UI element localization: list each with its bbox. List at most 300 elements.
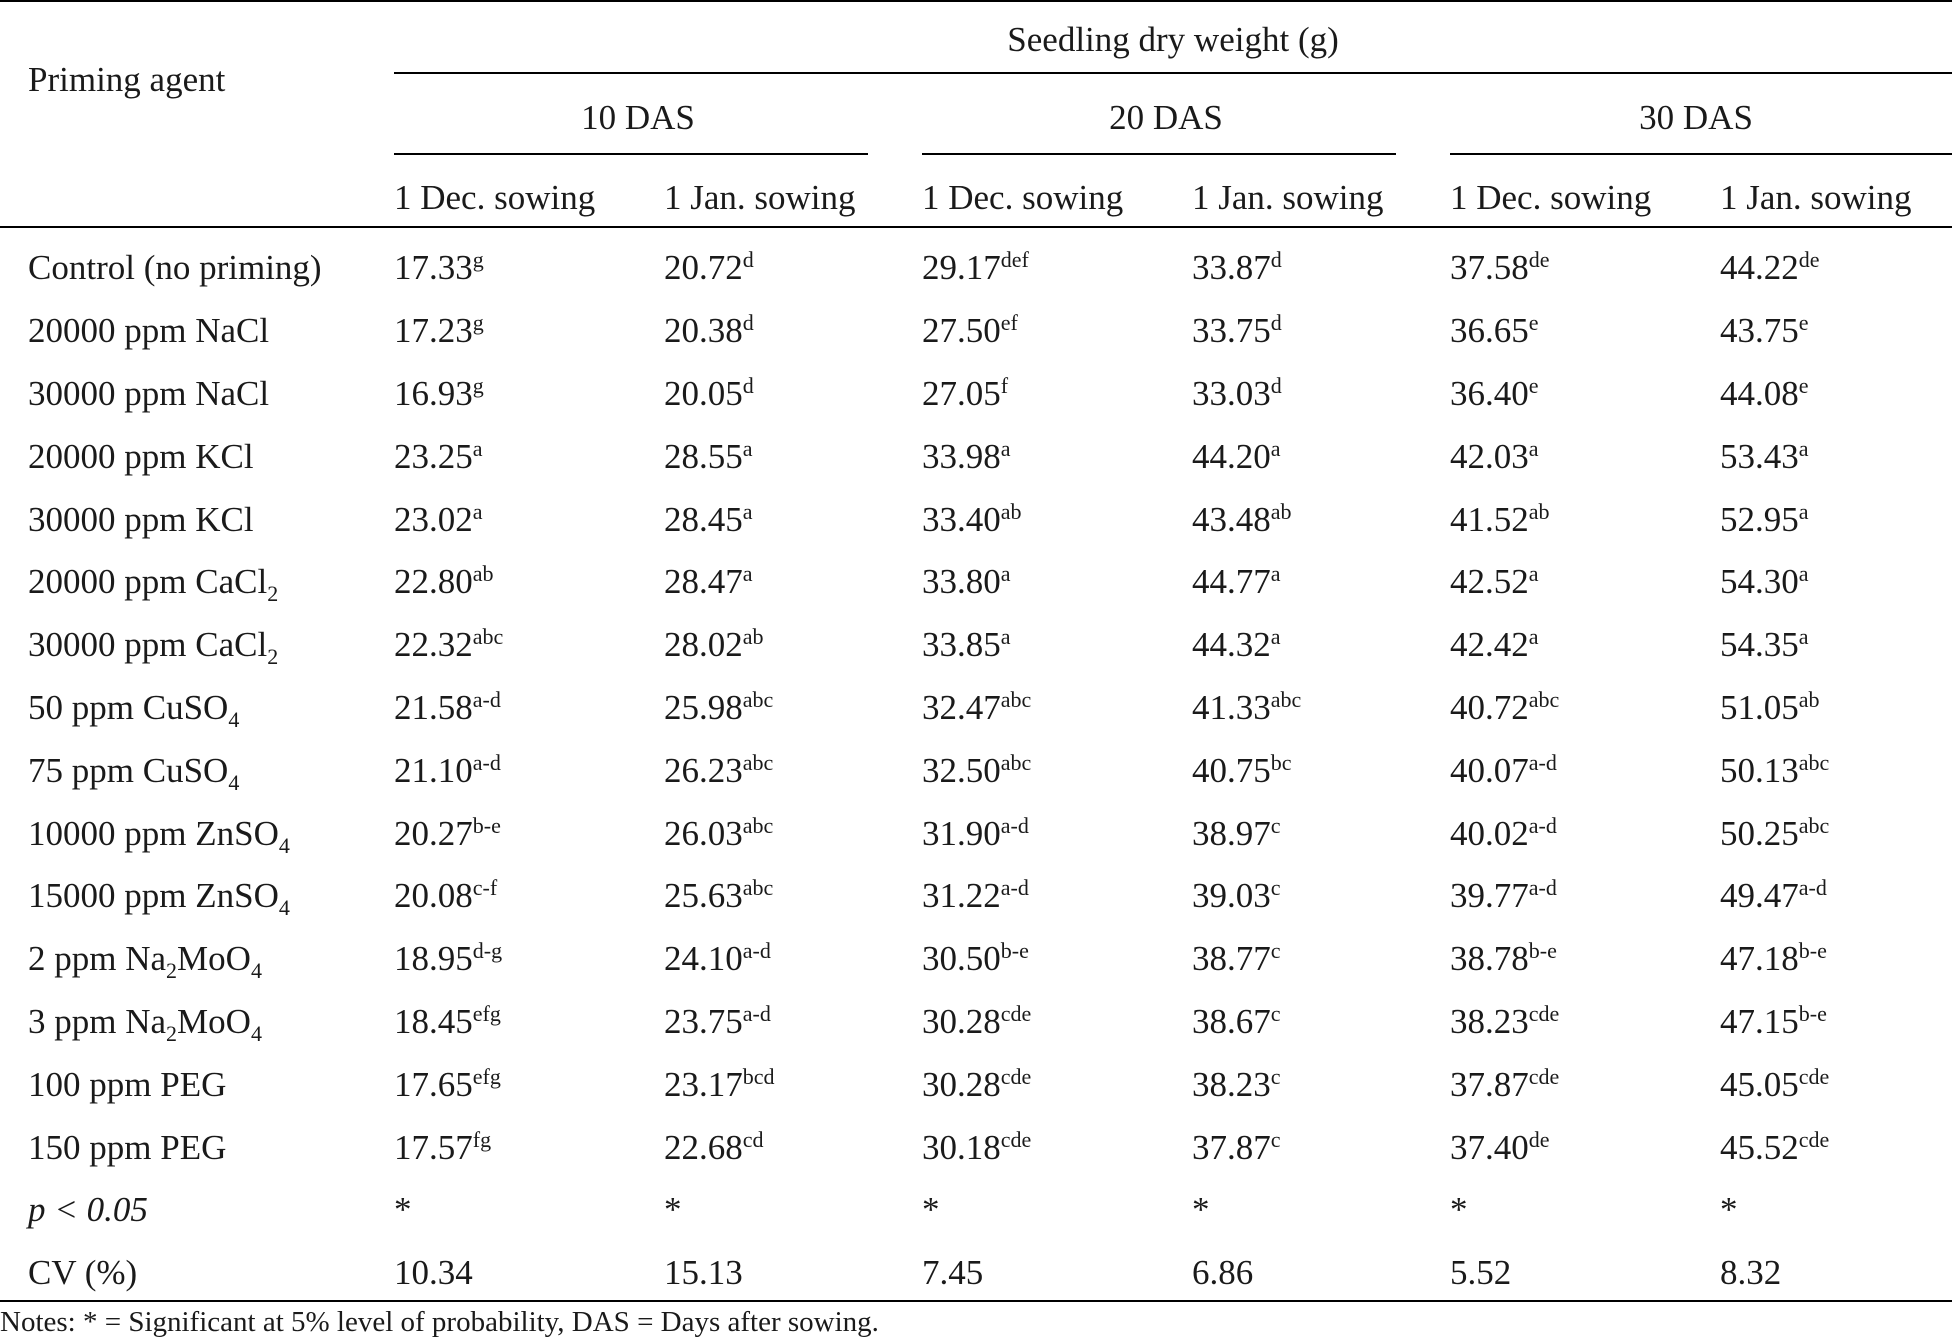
cell-value: 38.23 (1192, 1064, 1271, 1104)
row-label (0, 425, 394, 488)
table-cell (394, 551, 664, 614)
cell-significance-letters: g (472, 310, 484, 336)
cell-significance-letters: c (1270, 938, 1281, 964)
cell-significance-letters: a (1000, 435, 1011, 461)
table-cell (1192, 488, 1450, 551)
row-label-text: 20000 ppm NaCl (28, 311, 270, 351)
sub-header-cell: 1 Dec. sowing (1450, 177, 1652, 217)
cell-significance-letters: a (1798, 561, 1809, 587)
cell-value: 33.03 (1192, 373, 1271, 413)
table-row (0, 928, 1952, 991)
row-label (0, 551, 394, 614)
cell-significance-letters: d (1270, 372, 1282, 398)
table-cell (1450, 551, 1720, 614)
cell-significance-letters: a (742, 561, 753, 587)
table-cell (1192, 551, 1450, 614)
cell-value: 38.77 (1192, 939, 1271, 979)
cell-significance-letters: efg (472, 1000, 501, 1026)
cell-significance-letters: d (742, 310, 754, 336)
row-label (0, 363, 394, 426)
cell-value: 23.02 (394, 499, 473, 539)
cell-significance-letters: a-d (1528, 749, 1557, 775)
cell-value: 30.28 (922, 1064, 1001, 1104)
row-label (0, 488, 394, 551)
cell-significance-letters: d-g (472, 938, 503, 964)
cell-value: 36.65 (1450, 311, 1529, 351)
row-label (0, 1053, 394, 1116)
cell-significance-letters: abc (1000, 749, 1032, 775)
cv-cell: 6.86 (1192, 1253, 1254, 1293)
table-cell (922, 363, 1192, 426)
cv-row (0, 1242, 1952, 1305)
das-header-30: 30 DAS (1639, 98, 1753, 137)
table-cell (922, 237, 1192, 300)
cv-cell: 8.32 (1720, 1253, 1782, 1293)
header-bottom-rule (0, 226, 1952, 228)
table-cell (394, 614, 664, 677)
cell-value: 31.90 (922, 813, 1001, 853)
group-header-row (0, 2, 1952, 78)
cell-value: 28.47 (664, 562, 743, 602)
cell-value: 44.22 (1720, 248, 1799, 288)
table-cell (1450, 677, 1720, 740)
significance-cell: * (394, 1190, 412, 1230)
significance-cell: * (1720, 1190, 1738, 1230)
table-cell (1450, 300, 1720, 363)
cell-value: 26.23 (664, 750, 743, 790)
cell-value: 39.77 (1450, 876, 1529, 916)
cell-significance-letters: b-e (472, 812, 501, 838)
das-20-underline (922, 153, 1396, 155)
cell-value: 40.07 (1450, 750, 1529, 790)
cell-significance-letters: cde (1000, 1000, 1032, 1026)
row-label-text: 3 ppm Na (28, 1001, 167, 1041)
row-label (0, 802, 394, 865)
cell-value: 54.35 (1720, 625, 1799, 665)
cell-value: 33.85 (922, 625, 1001, 665)
table-cell (664, 928, 922, 991)
table-cell (922, 488, 1192, 551)
cell-significance-letters: a (472, 435, 483, 461)
table-cell (1720, 551, 1952, 614)
cell-significance-letters: ab (742, 624, 764, 650)
cell-significance-letters: c (1270, 875, 1281, 901)
row-label-subscript: 4 (278, 895, 290, 921)
table-cell (394, 991, 664, 1054)
cell-significance-letters: def (1000, 247, 1029, 273)
cell-significance-letters: a-d (1000, 875, 1029, 901)
cell-value: 18.45 (394, 1001, 473, 1041)
significance-label: p < 0.05 (28, 1190, 148, 1230)
table-cell (1720, 237, 1952, 300)
cell-significance-letters: a-d (742, 938, 771, 964)
cell-significance-letters: b-e (1798, 1000, 1827, 1026)
cell-value: 33.98 (922, 436, 1001, 476)
table-cell (664, 802, 922, 865)
cell-value: 40.72 (1450, 687, 1529, 727)
cell-value: 30.28 (922, 1001, 1001, 1041)
table-cell (1192, 425, 1450, 488)
table-cell (1720, 488, 1952, 551)
row-label (0, 677, 394, 740)
cell-value: 51.05 (1720, 687, 1799, 727)
cell-significance-letters: abc (1000, 686, 1032, 712)
cell-significance-letters: a (1000, 624, 1011, 650)
sub-header-cell: 1 Jan. sowing (1192, 177, 1384, 217)
table-row (0, 488, 1952, 551)
table-cell (1450, 865, 1720, 928)
table-cell (1450, 802, 1720, 865)
table-row (0, 865, 1952, 928)
row-label (0, 928, 394, 991)
table-cell (1720, 1116, 1952, 1179)
cell-significance-letters: cde (1000, 1126, 1032, 1152)
cell-value: 37.87 (1192, 1127, 1271, 1167)
row-label-subscript: 4 (250, 1020, 262, 1046)
table-cell (1192, 928, 1450, 991)
cell-value: 26.03 (664, 813, 743, 853)
cell-value: 32.47 (922, 687, 1001, 727)
table-row (0, 739, 1952, 802)
cell-value: 38.67 (1192, 1001, 1271, 1041)
table-row (0, 1116, 1952, 1179)
das-10-underline (394, 153, 868, 155)
cell-value: 37.40 (1450, 1127, 1529, 1167)
cell-value: 17.23 (394, 311, 473, 351)
cell-value: 44.77 (1192, 562, 1271, 602)
cell-significance-letters: ab (1270, 498, 1292, 524)
table-cell (922, 865, 1192, 928)
cell-significance-letters: cd (742, 1126, 764, 1152)
cell-significance-letters: a-d (472, 749, 501, 775)
cell-significance-letters: abc (742, 875, 774, 901)
row-label-subscript: 2 (166, 1020, 178, 1046)
cell-significance-letters: a-d (1528, 875, 1557, 901)
table-cell (394, 928, 664, 991)
table-cell (1450, 425, 1720, 488)
cell-significance-letters: a (1270, 624, 1281, 650)
table-row (0, 237, 1952, 300)
cell-value: 25.63 (664, 876, 743, 916)
cell-value: 42.52 (1450, 562, 1529, 602)
cell-significance-letters: a (1000, 561, 1011, 587)
cell-value: 50.25 (1720, 813, 1799, 853)
row-label-text: 2 ppm Na (28, 939, 167, 979)
table-cell (1720, 1053, 1952, 1116)
cell-significance-letters: abc (1528, 686, 1560, 712)
cell-value: 29.17 (922, 248, 1001, 288)
table-cell (1192, 1116, 1450, 1179)
significance-row (0, 1179, 1952, 1242)
row-label (0, 739, 394, 802)
cell-significance-letters: f (1000, 372, 1009, 398)
cell-significance-letters: abc (472, 624, 504, 650)
table-cell (394, 488, 664, 551)
table-cell (1450, 363, 1720, 426)
cell-significance-letters: a-d (1000, 812, 1029, 838)
table-cell (922, 614, 1192, 677)
cell-significance-letters: a (1798, 624, 1809, 650)
cell-value: 27.50 (922, 311, 1001, 351)
cell-significance-letters: a (472, 498, 483, 524)
cell-significance-letters: de (1528, 247, 1550, 273)
cell-significance-letters: e (1798, 310, 1809, 336)
cell-value: 28.02 (664, 625, 743, 665)
cell-value: 37.87 (1450, 1064, 1529, 1104)
table-cell (1192, 237, 1450, 300)
row-label-subscript: 2 (166, 958, 178, 984)
cell-value: 20.72 (664, 248, 743, 288)
table-cell (922, 739, 1192, 802)
table-cell (1720, 300, 1952, 363)
table-cell (1192, 991, 1450, 1054)
cell-value: 23.75 (664, 1001, 743, 1041)
cell-value: 20.38 (664, 311, 743, 351)
cell-value: 23.25 (394, 436, 473, 476)
seedling-dry-weight-table (0, 2, 1952, 1305)
table-cell (1720, 928, 1952, 991)
cell-significance-letters: a-d (472, 686, 501, 712)
row-label-text: 30000 ppm CaCl (28, 625, 268, 665)
cell-value: 53.43 (1720, 436, 1799, 476)
table-cell (1450, 1053, 1720, 1116)
table-cell (394, 363, 664, 426)
row-label (0, 1116, 394, 1179)
table-cell (664, 677, 922, 740)
table-cell (922, 928, 1192, 991)
cell-significance-letters: d (1270, 310, 1282, 336)
cell-value: 36.40 (1450, 373, 1529, 413)
cell-value: 24.10 (664, 939, 743, 979)
cv-cell: 7.45 (922, 1253, 984, 1293)
table-cell (1450, 488, 1720, 551)
cell-value: 41.52 (1450, 499, 1529, 539)
cell-significance-letters: ab (472, 561, 494, 587)
row-label-text: Control (no priming) (28, 248, 322, 288)
sub-header-cell: 1 Dec. sowing (922, 177, 1124, 217)
table-cell (664, 237, 922, 300)
table-cell (1720, 865, 1952, 928)
cell-significance-letters: a (1528, 435, 1539, 461)
row-label (0, 865, 394, 928)
cv-cell: 15.13 (664, 1253, 743, 1293)
cell-significance-letters: a (1270, 561, 1281, 587)
table-cell (664, 739, 922, 802)
group-header-label: Seedling dry weight (g) (1007, 20, 1339, 59)
row-label-subscript: 4 (228, 706, 240, 732)
table-cell (664, 488, 922, 551)
cell-significance-letters: a (1798, 435, 1809, 461)
cell-value: 17.33 (394, 248, 473, 288)
significance-cell: * (1450, 1190, 1468, 1230)
cell-significance-letters: c (1270, 1063, 1281, 1089)
table-cell (664, 425, 922, 488)
cell-value: 38.97 (1192, 813, 1271, 853)
cell-value: 27.05 (922, 373, 1001, 413)
cell-value: 22.80 (394, 562, 473, 602)
cell-significance-letters: a (1528, 561, 1539, 587)
row-label-tail: MoO (177, 1001, 251, 1041)
cell-significance-letters: d (1270, 247, 1282, 273)
table-cell (1720, 991, 1952, 1054)
cell-significance-letters: efg (472, 1063, 501, 1089)
cell-significance-letters: abc (1270, 686, 1302, 712)
cell-value: 17.57 (394, 1127, 473, 1167)
table-cell (1450, 739, 1720, 802)
table-row (0, 802, 1952, 865)
cell-significance-letters: cde (1000, 1063, 1032, 1089)
cv-cell: 10.34 (394, 1253, 473, 1293)
sub-header-cell: 1 Jan. sowing (1720, 177, 1912, 217)
table-cell (1720, 363, 1952, 426)
cell-significance-letters: b-e (1000, 938, 1029, 964)
table-cell (664, 1053, 922, 1116)
cell-value: 40.75 (1192, 750, 1271, 790)
significance-cell: * (664, 1190, 682, 1230)
cell-significance-letters: ab (1000, 498, 1022, 524)
cell-significance-letters: ab (1528, 498, 1550, 524)
cell-value: 17.65 (394, 1064, 473, 1104)
cell-significance-letters: de (1528, 1126, 1550, 1152)
cell-significance-letters: e (1798, 372, 1809, 398)
table-row (0, 425, 1952, 488)
table-cell (394, 1116, 664, 1179)
cell-value: 49.47 (1720, 876, 1799, 916)
cell-value: 30.18 (922, 1127, 1001, 1167)
cell-value: 54.30 (1720, 562, 1799, 602)
cell-value: 45.52 (1720, 1127, 1799, 1167)
table-cell (1192, 300, 1450, 363)
cell-value: 40.02 (1450, 813, 1529, 853)
significance-cell: * (922, 1190, 940, 1230)
table-cell (394, 677, 664, 740)
sub-header-cell: 1 Dec. sowing (394, 177, 596, 217)
table-cell (922, 551, 1192, 614)
table-cell (1192, 677, 1450, 740)
cell-value: 38.23 (1450, 1001, 1529, 1041)
table-cell (922, 1116, 1192, 1179)
cell-significance-letters: d (742, 247, 754, 273)
table-cell (1192, 614, 1450, 677)
cell-value: 42.42 (1450, 625, 1529, 665)
cell-significance-letters: a-d (742, 1000, 771, 1026)
table-cell (1192, 363, 1450, 426)
cell-significance-letters: abc (1798, 749, 1830, 775)
cell-value: 44.08 (1720, 373, 1799, 413)
table-cell (664, 1116, 922, 1179)
cell-value: 22.32 (394, 625, 473, 665)
table-cell (922, 991, 1192, 1054)
cell-value: 23.17 (664, 1064, 743, 1104)
table-bottom-rule (0, 1300, 1952, 1302)
row-label-text: 15000 ppm ZnSO (28, 876, 279, 916)
table-cell (1720, 677, 1952, 740)
cell-significance-letters: g (472, 372, 484, 398)
das-header-20: 20 DAS (1109, 98, 1223, 137)
cell-significance-letters: d (742, 372, 754, 398)
table-cell (394, 802, 664, 865)
row-label-text: 30000 ppm NaCl (28, 373, 270, 413)
table-cell (664, 363, 922, 426)
table-cell (1450, 1116, 1720, 1179)
row-label-tail: MoO (177, 939, 251, 979)
table-row (0, 677, 1952, 740)
cell-value: 39.03 (1192, 876, 1271, 916)
table-cell (664, 991, 922, 1054)
cell-significance-letters: c-f (472, 875, 498, 901)
table-cell (664, 551, 922, 614)
row-label-text: 30000 ppm KCl (28, 499, 254, 539)
cell-significance-letters: c (1270, 1000, 1281, 1026)
row-label-text: 150 ppm PEG (28, 1127, 227, 1167)
cell-significance-letters: abc (742, 812, 774, 838)
table-cell (1720, 802, 1952, 865)
cell-value: 28.45 (664, 499, 743, 539)
cv-cell: 5.52 (1450, 1253, 1512, 1293)
cell-value: 42.03 (1450, 436, 1529, 476)
table-cell (1450, 928, 1720, 991)
cell-significance-letters: abc (742, 686, 774, 712)
table-cell (1450, 237, 1720, 300)
cell-value: 33.40 (922, 499, 1001, 539)
table-row (0, 1053, 1952, 1116)
cell-value: 45.05 (1720, 1064, 1799, 1104)
cell-significance-letters: ab (1798, 686, 1820, 712)
table-cell (1450, 991, 1720, 1054)
significance-cell: * (1192, 1190, 1210, 1230)
cell-value: 18.95 (394, 939, 473, 979)
row-label-text: 20000 ppm CaCl (28, 562, 268, 602)
cell-significance-letters: fg (472, 1126, 492, 1152)
table-cell (664, 865, 922, 928)
table-cell (1192, 739, 1450, 802)
cell-value: 43.48 (1192, 499, 1271, 539)
cell-value: 30.50 (922, 939, 1001, 979)
cell-significance-letters: bc (1270, 749, 1292, 775)
cell-significance-letters: b-e (1528, 938, 1557, 964)
row-label-text: 20000 ppm KCl (28, 436, 254, 476)
table-cell (922, 300, 1192, 363)
table-cell (1720, 425, 1952, 488)
table-cell (394, 1053, 664, 1116)
row-label-subscript: 4 (228, 769, 240, 795)
cell-value: 44.32 (1192, 625, 1271, 665)
cell-value: 21.58 (394, 687, 473, 727)
cell-value: 31.22 (922, 876, 1001, 916)
cell-significance-letters: c (1270, 812, 1281, 838)
das-header-10: 10 DAS (581, 98, 695, 137)
cell-value: 38.78 (1450, 939, 1529, 979)
row-label-subscript: 2 (267, 581, 279, 607)
table-cell (922, 1053, 1192, 1116)
cell-value: 52.95 (1720, 499, 1799, 539)
table-cell (664, 614, 922, 677)
table-row (0, 363, 1952, 426)
table-cell (1720, 614, 1952, 677)
table-cell (1192, 802, 1450, 865)
table-cell (922, 677, 1192, 740)
cell-value: 20.08 (394, 876, 473, 916)
cell-significance-letters: cde (1528, 1000, 1560, 1026)
table-cell (394, 865, 664, 928)
cell-significance-letters: ef (1000, 310, 1018, 336)
table-cell (394, 300, 664, 363)
table-cell (1450, 614, 1720, 677)
cell-significance-letters: b-e (1798, 938, 1827, 964)
cell-significance-letters: cde (1528, 1063, 1560, 1089)
row-label-text: 10000 ppm ZnSO (28, 813, 279, 853)
table-cell (922, 802, 1192, 865)
